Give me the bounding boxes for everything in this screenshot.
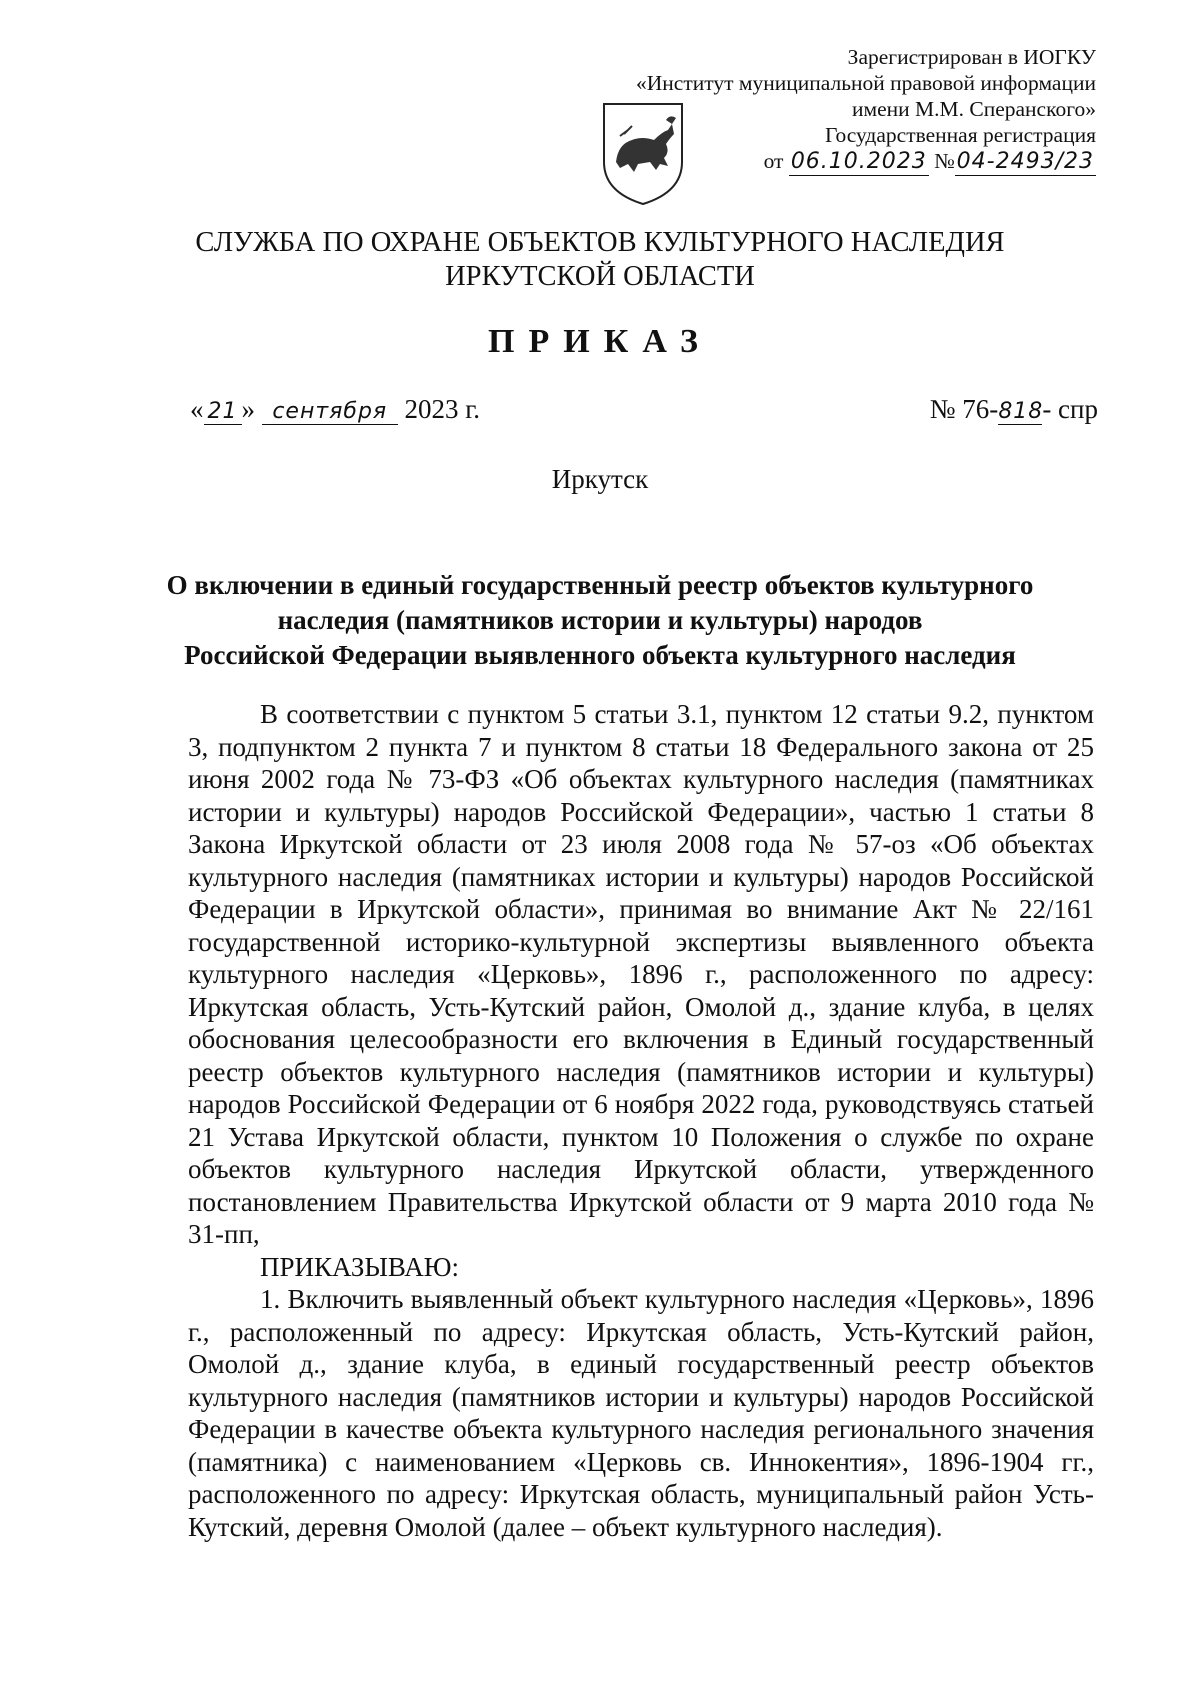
title-line-3: Российской Федерации выявленного объекта культурного наследия <box>184 640 1016 670</box>
registration-line-4: Государственная регистрация <box>824 123 1096 147</box>
registration-stamp <box>636 44 1096 176</box>
registration-line-3: имени М.М. Сперанского» <box>851 97 1096 121</box>
order-item-1: 1. Включить выявленный объект культурного наследия «Церковь», 1896 г., расположенный по адресу: Иркутская область, Усть-Кутский район, Омолой д., здание клуба, в единый государственный реестр объектов культурного наследия (памятников истории и культуры) народов Российской Федерации в качестве объекта культурного наследия регионального значения (памятника) с наименованием «Церковь св. Иннокентия», 1896-1904 гг., расположенного по адресу: Иркутская область, муниципальный район Усть-Кутский, деревня Омолой (далее – объект культурного наследия). <box>188 1284 1094 1542</box>
document-type-heading: ПРИКАЗ <box>488 323 712 360</box>
order-word: ПРИКАЗЫВАЮ: <box>260 1251 459 1282</box>
preamble-paragraph: В соответствии с пунктом 5 статьи 3.1, пунктом 12 статьи 9.2, пунктом 3, подпунктом 2 пункта 7 и пунктом 8 статьи 18 Федерального закона от 25 июня 2002 года № 73-ФЗ «Об объектах культурного наследия (памятниках истории и культуры) народов Российской Федерации», частью 1 статьи 8 Закона Иркутской области от 23 июля 2008 года № 57-оз «Об объектах культурного наследия (памятниках истории и культуры) народов Российской Федерации в Иркутской области», принимая во внимание Акт № 22/161 государственной историко-культурной экспертизы выявленного объекта культурного наследия «Церковь», 1896 г., расположенного по адресу: Иркутская область, Усть-Кутский район, Омолой д., здание клуба, в целях обоснования целесообразности его включения в Единый государственный реестр объектов культурного наследия (памятников истории и культуры) народов Российской Федерации от 6 ноября 2022 года, руководствуясь статьей 21 Устава Иркутской области, пунктом 10 Положения о службе по охране объектов культурного наследия Иркутской области, утвержденного постановлением Правительства Иркутской области от 9 марта 2010 года № 31-пп, <box>188 699 1094 1249</box>
organization-line-1: СЛУЖБА ПО ОХРАНЕ ОБЪЕКТОВ КУЛЬТУРНОГО НАСЛЕДИЯ <box>195 227 1005 258</box>
city: Иркутск <box>551 464 649 494</box>
title-line-2: наследия (памятников истории и культуры) народов <box>277 605 923 635</box>
order-number-handwritten: 818 <box>998 399 1044 424</box>
date-close-quote: » <box>241 394 255 424</box>
registration-number: 04-2493/23 <box>956 149 1094 174</box>
registration-date: 06.10.2023 <box>790 149 927 174</box>
date-day: 21 <box>204 399 242 425</box>
order-body <box>188 698 1094 1543</box>
organization-name <box>0 226 1200 294</box>
registration-number-label: № <box>934 149 955 173</box>
organization-line-2: ИРКУТСКОЙ ОБЛАСТИ <box>445 261 755 292</box>
date-month: сентября <box>262 399 398 425</box>
date-number-line <box>190 394 1098 430</box>
registration-from-label: от <box>763 149 784 173</box>
order-number-suffix: - спр <box>1042 394 1098 424</box>
registration-line-2: «Институт муниципальной правовой информации <box>636 71 1096 95</box>
date-year: 2023 г. <box>404 394 481 424</box>
order-title <box>150 568 1050 673</box>
order-number <box>930 394 1098 425</box>
date-open-quote: « <box>190 394 204 424</box>
coat-of-arms-icon <box>598 100 688 208</box>
registration-date-number <box>636 148 1096 176</box>
order-number-prefix: № 76- <box>929 394 999 424</box>
order-date <box>190 394 480 425</box>
title-line-1: О включении в единый государственный реестр объектов культурного <box>166 570 1034 600</box>
registration-line-1: Зарегистрирован в ИОГКУ <box>847 45 1096 69</box>
